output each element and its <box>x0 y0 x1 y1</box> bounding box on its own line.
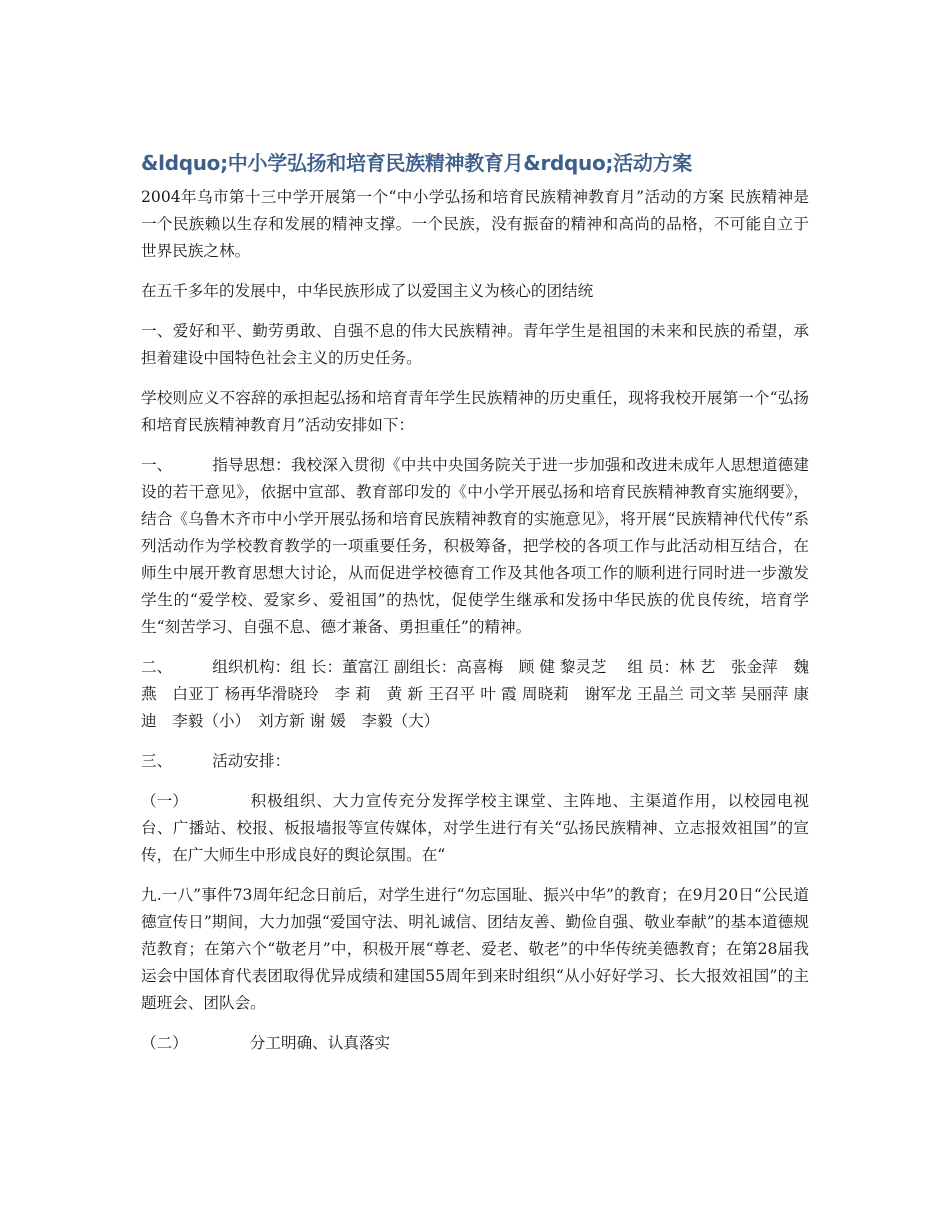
section-organization <box>141 654 809 735</box>
section-text: 组织机构：组 长：董富江 副组长：高喜梅 顾 健 黎灵芝 组 员：林 艺 张金萍 魏 燕 白亚丁 杨再华滑晓玲 李 莉 黄 新 王召平 叶 霞 周晓莉 谢军龙 王晶兰 司文莘 吴丽萍 康 迪 李毅（小） 刘方新 谢 媛 李毅（大） <box>141 658 809 730</box>
subsection-number: （一） <box>141 792 188 810</box>
subsection-text: 积极组织、大力宣传充分发挥学校主课堂、主阵地、主渠道作用，以校园电视台、广播站、校报、板报墙报等宣传媒体，对学生进行有关“弘扬民族精神、立志报效祖国”的宣传，在广大师生中形成良好的舆论氛围。在“ <box>141 792 809 864</box>
paragraph-history: 在五千多年的发展中，中华民族形成了以爱国主义为核心的团结统 <box>141 282 594 300</box>
document-title: &ldquo;中小学弘扬和培育民族精神教育月&rdquo;活动方案 <box>141 151 692 175</box>
section-number: 一、 <box>141 456 173 474</box>
section-activities <box>141 748 809 775</box>
document-page <box>141 148 809 1070</box>
section-guiding-thought <box>141 452 809 641</box>
section-text: 活动安排： <box>212 752 291 770</box>
paragraph-intro: 2004年乌市第十三中学开展第一个“中小学弘扬和培育民族精神教育月”活动的方案 民族精神是一个民族赖以生存和发展的精神支撑。一个民族，没有振奋的精神和高尚的品格，不可能自立于世界民族之林。 <box>141 188 809 260</box>
subsection-publicity <box>141 788 809 869</box>
section-text: 指导思想：我校深入贯彻《中共中央国务院关于进一步加强和改进未成年人思想道德建设的若干意见》，依据中宣部、教育部印发的《中小学开展弘扬和培育民族精神教育实施纲要》，结合《乌鲁木齐市中小学开展弘扬和培育民族精神教育的实施意见》，将开展“民族精神代代传”系列活动作为学校教育教学的一项重要任务，积极筹备，把学校的各项工作与此活动相互结合，在师生中展开教育思想大讨论，从而促进学校德育工作及其他各项工作的顺利进行同时进一步激发学生的“爱学校、爱家乡、爱祖国”的热忱，促使学生继承和发扬中华民族的优良传统，培育学生“刻苦学习、自强不息、德才兼备、勇担重任”的精神。 <box>141 456 809 636</box>
subsection-number: （二） <box>141 1034 188 1052</box>
paragraph-spirit: 一、爱好和平、勤劳勇敢、自强不息的伟大民族精神。青年学生是祖国的未来和民族的希望，承担着建设中国特色社会主义的历史任务。 <box>141 322 809 367</box>
section-number: 二、 <box>141 658 173 676</box>
paragraph-events: 九.一八”事件73周年纪念日前后，对学生进行“勿忘国耻、振兴中华”的教育；在9月20日“公民道德宣传日”期间，大力加强“爱国守法、明礼诚信、团结友善、勤俭自强、敬业奉献”的基本道德规范教育；在第六个“敬老月”中，积极开展“尊老、爱老、敬老”的中华传统美德教育；在第28届我运会中国体育代表团取得优异成绩和建国55周年到来时组织“从小好好学习、长大报效祖国”的主题班会、团队会。 <box>141 886 809 1012</box>
subsection-division <box>141 1030 809 1057</box>
section-number: 三、 <box>141 752 173 770</box>
paragraph-responsibility: 学校则应义不容辞的承担起弘扬和培育青年学生民族精神的历史重任，现将我校开展第一个“弘扬和培育民族精神教育月”活动安排如下： <box>141 389 809 434</box>
subsection-text: 分工明确、认真落实 <box>249 1034 391 1052</box>
